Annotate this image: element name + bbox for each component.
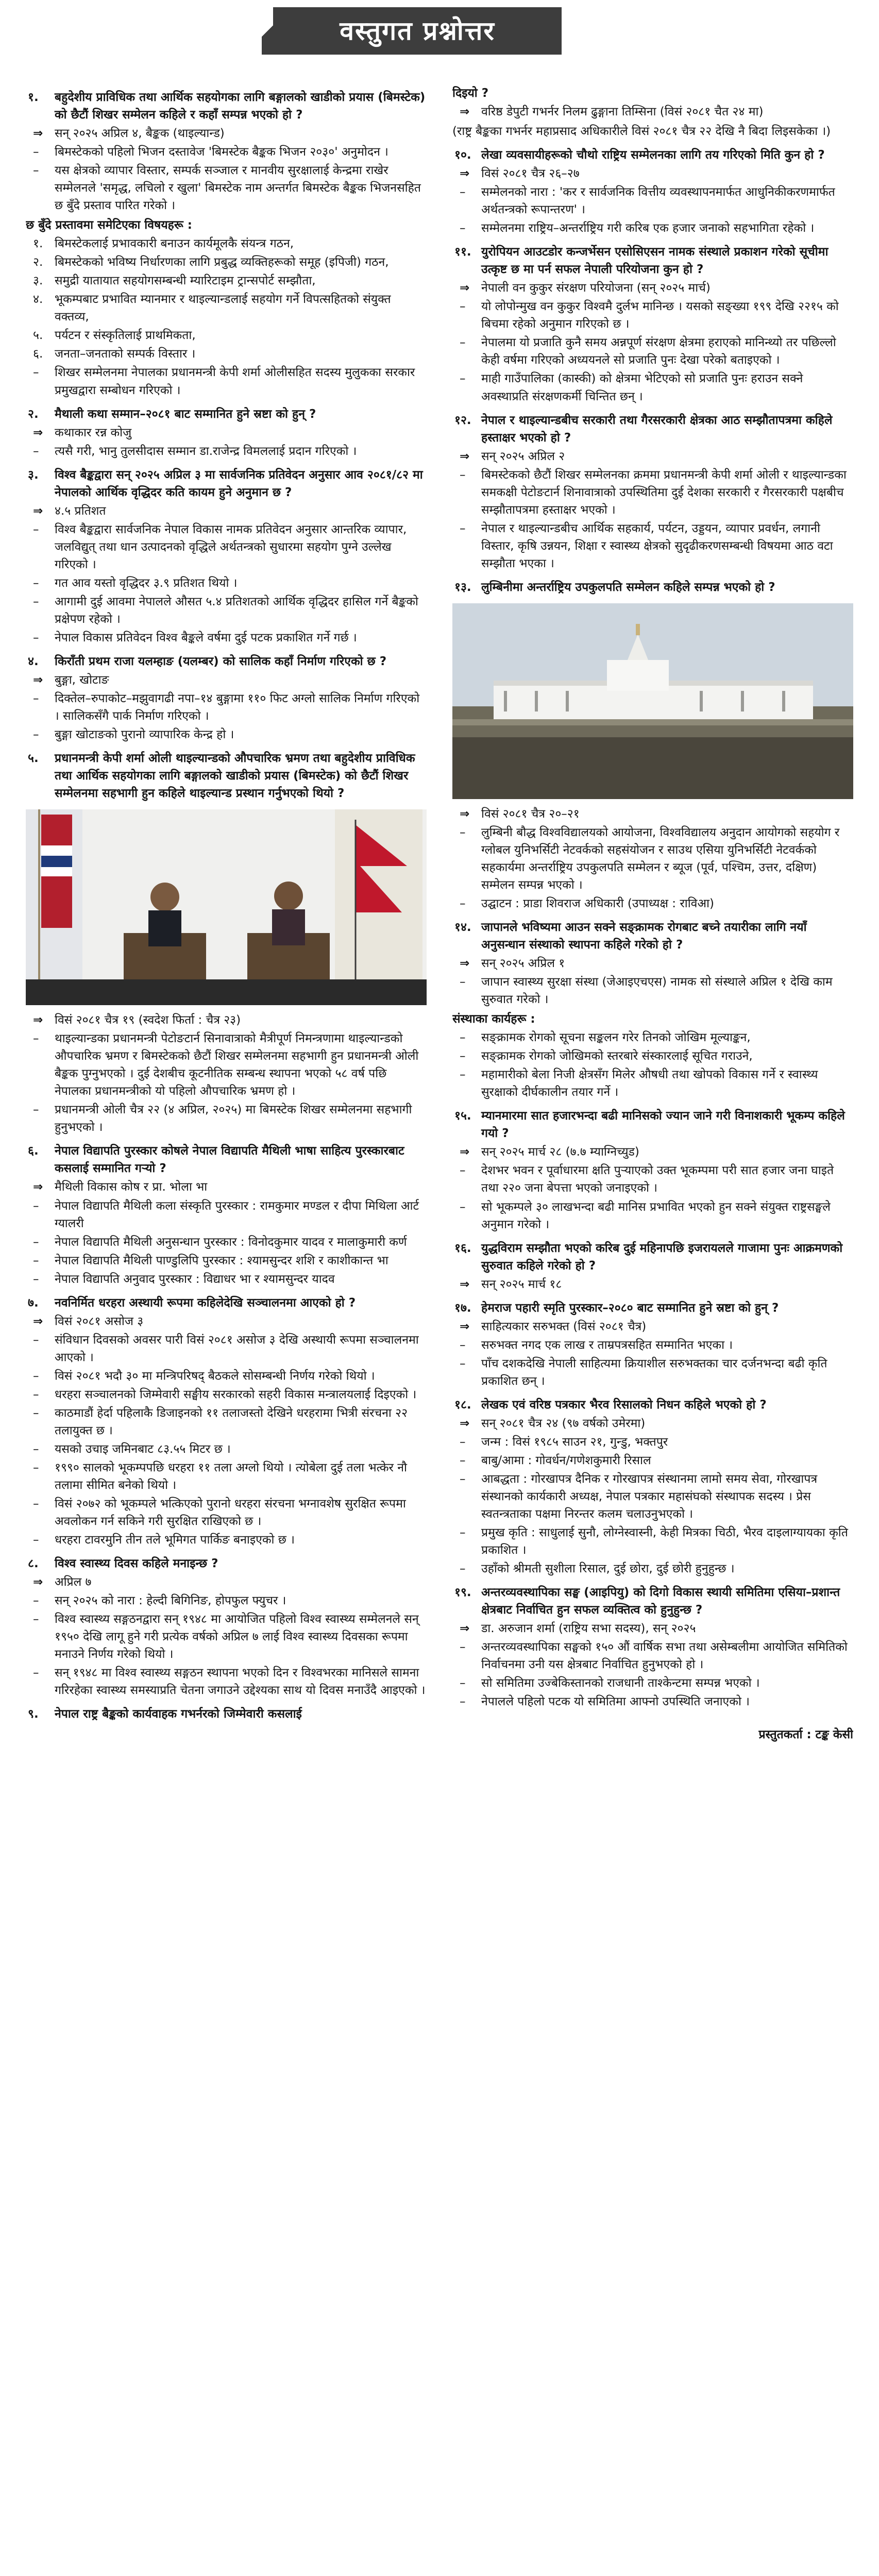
answer-marker: ⇒ [460,1319,470,1333]
question [452,243,853,278]
bullet-text: संविधान दिवसको अवसर पारी विसं २०८१ असोज ३ देखि अस्थायी रूपमा सञ्चालनमा आएको । [55,1333,419,1364]
bullet-text: सन् १९४८ मा विश्व स्वास्थ्य सङ्गठन स्थापना भएको दिन र विश्वभरका मानिसले सामना गरिरहेका स्वास्थ्य समस्याप्रति चेतना जगाउने उद्देश्यका साथ यो दिवस मनाउँदै आइएको । [55,1666,426,1698]
bullet-point [452,895,853,912]
bullet-point [26,291,427,326]
answer [26,424,427,442]
bullet-marker: – [33,444,39,458]
bullet-marker: – [460,222,466,235]
bullet-text: पर्यटन र संस्कृतिलाई प्राथमिकता, [55,329,196,343]
bullet-marker: – [33,522,39,536]
bullet-marker: – [33,1387,39,1401]
bullet-text: सो समितिमा उज्बेकिस्तानको राजधानी ताश्केन्टमा सम्पन्न भएको । [481,1676,760,1690]
author-credit: प्रस्तुतकर्ता : टङ्क केसी [758,1728,853,1742]
question-number: ३. [28,468,39,482]
answer-marker: ⇒ [33,504,43,518]
bullet-point [452,1560,853,1578]
bullet-marker: – [460,372,466,386]
question-number: १६. [454,1241,471,1255]
photo-pm-meeting [26,809,427,1005]
answer [452,165,853,182]
answer [452,448,853,465]
bullet-point [26,364,427,399]
right-column [452,82,853,2576]
question-text: नवनिर्मित धरहरा अस्थायी रूपमा कहिलेदेखि सञ्चालनमा आएको हो ? [55,1296,356,1310]
bullet-text: जनता–जनताको सम्पर्क विस्तार । [55,347,196,361]
bullet-marker: – [460,1676,466,1690]
bullet-marker: – [33,1594,39,1608]
answer-text: ४.५ प्रतिशत [55,504,106,518]
bullet-point [452,1066,853,1101]
question-text: लेखा व्यवसायीहरूको चौथो राष्ट्रिय सम्मेलनका लागि तय गरिएको मिति कुन हो ? [481,148,825,162]
bullet-marker: – [33,631,39,645]
answer-text: विसं २०८१ चैत्र २०–२१ [481,807,580,821]
answer [452,955,853,972]
answer-marker: ⇒ [460,1416,470,1430]
bullet-marker: – [460,1453,466,1467]
bullet-point [452,1198,853,1233]
bullet-point [26,1495,427,1530]
answer-text: वरिष्ठ डेपुटी गभर्नर निलम ढुङ्गाना तिम्सिना (विसं २०८१ चैत २४ मा) [481,105,764,119]
bullet-text: प्रमुख कृति : साधुलाई सुनौ, लोग्नेस्वास्नी, केही मित्रका चिठी, भैरव दाइलाग्यायका कृति प्रकाशित । [481,1526,848,1557]
bullet-text: लुम्बिनी बौद्ध विश्वविद्यालयको आयोजना, विश्वविद्यालय अनुदान आयोगको सहयोग र ग्लोबल युनिभर्सिटी नेटवर्कको सहसंयोजन र साउथ एसिया युनिभर्सिटी नेटवर्कको सहकार्यमा अन्तर्राष्ट्रिय उपकुलपति सम्मेलन र ब्यूज (पूर्व, पश्चिम, उत्तर, दक्षिण) सम्मेलन सम्पन्न भएको । [481,825,840,892]
answer [26,671,427,689]
bullet-point [26,1101,427,1136]
bullet-marker: – [460,185,466,199]
left-column [26,82,427,2576]
bullet-point [452,370,853,405]
note-text: (राष्ट्र बैङ्कका गभर्नर महाप्रसाद अधिकारीले विसं २०८१ चैत्र २२ देखि नै बिदा लिइसकेका ।) [452,125,831,139]
bullet-point [26,1386,427,1403]
bullet-point [452,1638,853,1673]
question-text: हेमराज पहारी स्मृति पुरस्कार–२०८० बाट सम्मानित हुने स्रष्टा को हुन् ? [481,1301,779,1315]
bullet-point [26,253,427,271]
bullet-text: जापान स्वास्थ्य सुरक्षा संस्था (जेआइएचएस) नामक सो संस्थाले अप्रिल १ देखि काम सुरुवात गरेको । [481,975,833,1007]
bullet-text: सङ्क्रामक रोगको सूचना सङ्कलन गरेर तिनको जोखिम मूल्याङ्कन, [481,1031,751,1045]
question [452,1584,853,1619]
answer-marker: ⇒ [460,105,470,119]
bullet-marker: – [33,595,39,608]
bullet-point [26,235,427,252]
bullet-marker: – [460,521,466,535]
bullet-point [26,1252,427,1269]
bullet-marker: – [33,1666,39,1680]
bullet-text: सरुभक्त नगद एक लाख र ताम्रपत्रसहित सम्मानित भएका । [481,1338,733,1352]
question-text: अन्तरव्यवस्थापिका सङ्घ (आइपियु) को दिगो विकास स्थायी समितिमा एसिया–प्रशान्त क्षेत्रबाट निर्वाचित हुन सफल व्यक्तित्व को हुनुहुन्छ ? [481,1586,840,1617]
question [26,405,427,423]
bullet-text: समुद्री यातायात सहयोगसम्बन्धी म्यारिटाइम ट्रान्सपोर्ट सम्झौता, [55,274,316,288]
question-number: १०. [454,148,471,162]
question-text: जापानले भविष्यमा आउन सक्ने सङ्क्रामक रोगबाट बच्ने तयारीका लागि नयाँ अनुसन्धान संस्थाको स्थापना कहिले गरेको हो ? [481,921,807,952]
answer-text: मैथिली विकास कोष र प्रा. भोला भा [55,1180,208,1194]
bullet-point [452,1029,853,1046]
question [452,1396,853,1414]
question-text: नेपाल र थाइल्यान्डबीच सरकारी तथा गैरसरकारी क्षेत्रका आठ सम्झौतापत्रमा कहिले हस्ताक्षर भएको हो ? [481,413,833,445]
question-number: ६. [28,1144,39,1158]
bullet-marker: – [460,1435,466,1449]
answer-marker: ⇒ [33,426,43,439]
subheading: दिइयो ? [452,87,489,100]
answer [452,1415,853,1432]
question [26,1555,427,1572]
bullet-point [26,1197,427,1232]
bullet-marker: – [33,1253,39,1267]
answer-marker: ⇒ [460,807,470,821]
bullet-point [26,327,427,344]
bullet-marker: – [460,1068,466,1082]
bullet-text: नेपालले पहिलो पटक यो समितिमा आफ्नो उपस्थिति जनाएको । [481,1695,750,1709]
question [26,1294,427,1312]
bullet-text: नेपाल विद्यापति मैथिली अनुसन्धान पुरस्कार : विनोदकुमार यादव र मालाकुमारी कर्ण [55,1235,407,1249]
answer-text: विसं २०८१ चैत्र २६–२७ [481,167,580,181]
answer-marker: ⇒ [460,167,470,181]
question-number: १. [28,91,39,104]
question-number: ७. [28,1296,39,1310]
bullet-text: बिमस्टेकलाई प्रभावकारी बनाउन कार्यमूलकै संयन्त्र गठन, [55,237,294,251]
bullet-point [26,1440,427,1458]
bullet-point [26,690,427,725]
question [452,1240,853,1275]
bullet-marker: – [460,1357,466,1370]
answer-marker: ⇒ [33,1180,43,1194]
bullet-point [26,574,427,592]
question-text: विश्व बैङ्कद्वारा सन् २०२५ अप्रिल ३ मा सार्वजनिक प्रतिवेदन अनुसार आव २०८१/८२ मा नेपालको आर्थिक वृद्धिदर कति कायम हुने अनुमान छ ? [55,468,423,499]
question [26,1705,427,1723]
bullet-point [26,1664,427,1699]
question-text: किराँती प्रथम राजा यलम्हाङ (यलम्बर) को सालिक कहाँ निर्माण गरिएको छ ? [55,654,387,668]
answer [452,1318,853,1335]
question-text: बहुदेशीय प्राविधिक तथा आर्थिक सहयोगका लागि बङ्गालको खाडीको प्रयास (बिमस्टेक) को छैटौं शिखर सम्मेलन कहिले र कहाँ सम्पन्न भएको हो ? [55,91,426,122]
bullet-marker: – [33,1533,39,1547]
bullet-text: सम्मेलनमा राष्ट्रिय–अन्तर्राष्ट्रिय गरी करिब एक हजार जनाको सहभागिता रहेको । [481,222,815,235]
bullet-point [452,520,853,572]
bullet-point [452,1433,853,1451]
bullet-text: सन् २०२५ को नारा : हेल्दी बिगिनिङ, होपफुल फ्युचर । [55,1594,286,1608]
answer-text: सन् २०२५ मार्च २८ (७.७ म्याग्निच्युड) [481,1145,639,1159]
bullet-text: यस क्षेत्रको व्यापार विस्तार, सम्पर्क सञ्जाल र मानवीय सुरक्षालाई केन्द्रमा राखेर सम्मेलनले 'समृद्ध, लचिलो र खुला' बिमस्टेक नाम अन्तर्गत बिमस्टेक बैङ्कक भिजनसहित छ बुँदे प्रस्ताव पारित गरेको । [55,164,421,213]
bullet-text: १९९० सालको भूकम्पपछि धरहरा ११ तला अग्लो थियो । त्योबेला दुई तला भत्केर नौ तलामा सीमित बनेको थियो । [55,1461,407,1492]
bullet-text: धरहरा सञ्चालनको जिम्मेवारी सङ्घीय सरकारको सहरी विकास मन्त्रालयलाई दिइएको । [55,1387,417,1401]
bullet-text: बुङ्गा खोटाङको पुरानो व्यापारिक केन्द्र हो । [55,728,234,742]
bullet-point [452,183,853,218]
answer-text: सन् २०२५ अप्रिल १ [481,957,565,971]
bullet-point [452,334,853,369]
question-number: १४. [454,921,471,935]
bullet-marker: – [33,164,39,178]
answer [452,1620,853,1637]
bullet-text: जन्म : विसं १९८५ साउन २१, गुन्डु, भक्तपुर [481,1435,668,1449]
bullet-marker: – [33,1442,39,1456]
bullet-point [452,1336,853,1354]
answer-marker: ⇒ [460,1622,470,1636]
bullet-marker: – [33,1406,39,1420]
question-number: १५. [454,1109,471,1123]
bullet-point [452,1524,853,1559]
bullet-marker: ४. [33,293,43,307]
bullet-marker: – [33,1199,39,1213]
subheading: छ बुँदे प्रस्तावमा समेटिएका विषयहरू : [26,218,192,232]
bullet-text: प्रधानमन्त्री ओली चैत्र २२ (४ अप्रिल, २०२५) मा बिमस्टेक शिखर सम्मेलनमा सहभागी हुनुभएको । [55,1103,412,1134]
bullet-marker: – [33,1032,39,1046]
bullet-text: गत आव यस्तो वृद्धिदर ३.९ प्रतिशत थियो । [55,576,238,590]
subheading: संस्थाका कार्यहरू : [452,1012,535,1026]
question-number: १८. [454,1398,471,1412]
question [26,466,427,501]
bullet-point [452,1452,853,1469]
question-number: १३. [454,580,471,594]
bullet-marker: – [460,1049,466,1063]
bullet-marker: – [33,366,39,380]
bullet-text: बिमस्टेकको पहिलो भिजन दस्तावेज 'बिमस्टेक बैङ्कक भिजन २०३०' अनुमोदन । [55,145,388,159]
answer [452,805,853,823]
question [452,1107,853,1142]
bullet-marker: – [33,576,39,590]
answer [452,1143,853,1161]
question-number: २. [28,407,39,421]
question [26,1142,427,1177]
bullet-marker: – [460,975,466,989]
answer-text: सन् २०८१ चैत्र २४ (९७ वर्षको उमेरमा) [481,1416,646,1430]
bullet-point [26,1270,427,1288]
bullet-point [452,973,853,1008]
bullet-text: विश्व बैङ्कद्वारा सार्वजनिक नेपाल विकास नामक प्रतिवेदन अनुसार आन्तरिक व्यापार, जलविद्युत् तथा धान उत्पादनको वृद्धिले अर्थतन्त्रको सुधारमा सहयोग पुग्ने उल्लेख गरिएको । [55,522,407,571]
answer-text: डा. अरुजान शर्मा (राष्ट्रिय सभा सदस्य), सन् २०२५ [481,1622,696,1636]
bullet-text: विश्व स्वास्थ्य सङ्गठनद्वारा सन् १९४८ मा आयोजित पहिलो विश्व स्वास्थ्य सम्मेलनले सन् १९५० देखि लागू हुने गरी प्रत्येक वर्षको अप्रिल ७ लाई विश्व स्वास्थ्य दिवसका रूपमा मनाउने निर्णय गरेको थियो । [55,1613,419,1662]
question [452,919,853,954]
bullet-text: विसं २०८१ भदौ ३० मा मन्त्रिपरिषद् बैठकले सोसम्बन्धी निर्णय गरेको थियो । [55,1369,375,1383]
bullet-point [452,466,853,519]
bullet-text: त्यसै गरी, भानु तुलसीदास सम्मान डा.राजेन्द्र विमललाई प्रदान गरिएको । [55,444,357,458]
bullet-text: नेपाल विद्यापति मैथिली कला संस्कृति पुरस्कार : रामकुमार मण्डल र दीपा मिथिला आर्ट ग्यालरी [55,1199,419,1230]
section-title: वस्तुगत प्रश्नोत्तर [340,16,495,46]
question-number: ८. [28,1557,39,1571]
answer [26,1313,427,1330]
bullet-marker: – [460,300,466,314]
bullet-marker: – [33,1272,39,1286]
answer-text: सन् २०२५ अप्रिल २ [481,449,565,463]
bullet-marker: ५. [33,329,43,343]
bullet-marker: – [460,1526,466,1540]
question-text: मैथाली कथा सम्मान–२०८१ बाट सम्मानित हुने स्रष्टा को हुन् ? [55,407,316,421]
bullet-marker: २. [33,256,43,269]
question [452,412,853,447]
bullet-point [452,1470,853,1523]
bullet-point [26,1404,427,1439]
bullet-point [452,1162,853,1197]
bullet-point [26,272,427,290]
bullet-text: सङ्क्रामक रोगको जोखिमको स्तरबारे संस्कारलाई सूचित गराउने, [481,1049,753,1063]
question-text: प्रधानमन्त्री केपी शर्मा ओली थाइल्यान्डको औपचारिक भ्रमण तथा बहुदेशीय प्राविधिक तथा आर्थिक सहयोगका लागि बङ्गालको खाडीको प्रयास (बिमस्टेक) को छैटौं शिखर सम्मेलनमा सहभागी हुन कहिले थाइल्यान्ड प्रस्थान गर्नुभएको थियो ? [55,752,415,801]
bullet-text: अन्तरव्यवस्थापिका सङ्घको १५० औं वार्षिक सभा तथा असेम्बलीमा आयोजित समितिको निर्वाचनमा उनी यस क्षेत्रबाट निर्वाचित हुनुभएको हो । [481,1640,848,1672]
bullet-text: थाइल्यान्डका प्रधानमन्त्री पेटोङटार्न सिनावात्राको मैत्रीपूर्ण निमन्त्रणामा थाइल्यान्डको औपचारिक भ्रमण र बिमस्टेकको छैटौं शिखर सम्मेलनमा सहभागी हुन प्रधानमन्त्री ओली बैङ्कक पुग्नुभएको । दुई देशबीच कूटनीतिक सम्बन्ध स्थापना भएको ५८ वर्ष पछि नेपालका प्रधानमन्त्रीको यो पहिलो औपचारिक भ्रमण हो । [55,1032,419,1098]
bullet-marker: – [460,1695,466,1709]
bullet-point [452,1047,853,1065]
question-text: युद्धविराम सम्झौता भएको करिब दुई महिनापछि इजरायलले गाजामा पुनः आक्रमणको सुरुवात कहिले गरेको हो ? [481,1241,843,1273]
bullet-text: धरहरा टावरमुनि तीन तले भूमिगत पार्किङ बनाइएको छ । [55,1533,295,1547]
bullet-point [452,1674,853,1692]
photo-lumbini [452,603,853,799]
question-text: म्यानमारमा सात हजारभन्दा बढी मानिसको ज्यान जाने गरी विनाशकारी भूकम्प कहिले गयो ? [481,1109,845,1141]
bullet-text: बिमस्टेकको भविष्य निर्धारणका लागि प्रबुद्ध व्यक्तिहरूको समूह (इपिजी) गठन, [55,256,389,269]
question-number: ४. [28,654,39,668]
question-text: नेपाल राष्ट्र बैङ्कको कार्यवाहक गभर्नरको जिम्मेवारी कसलाई [55,1707,302,1721]
bullet-text: उद्घाटन : प्राडा शिवराज अधिकारी (उपाध्यक्ष : राविआ) [481,897,714,910]
answer-text: सन् २०२५ अप्रिल ४, बैङ्कक (थाइल्यान्ड) [55,127,225,141]
bullet-text: महामारीको बेला निजी क्षेत्रसँग मिलेर औषधी तथा खोपको विकास गर्ने र स्वास्थ्य सुरक्षाको दीर्घकालीन तयार गर्ने । [481,1068,818,1099]
bullet-marker: – [460,1200,466,1214]
bullet-marker: – [460,1472,466,1486]
question [452,1299,853,1317]
answer-marker: ⇒ [460,1145,470,1159]
bullet-point [452,1693,853,1710]
bullet-point [452,824,853,894]
bullet-marker: – [460,825,466,839]
bullet-marker: – [33,1333,39,1347]
question-number: ५. [28,752,39,766]
bullet-marker: – [460,1562,466,1576]
bullet-marker: – [33,1613,39,1626]
bullet-point [26,1030,427,1100]
bullet-point [26,1233,427,1251]
bullet-marker: – [460,468,466,482]
question-number: ९. [28,1707,39,1721]
bullet-text: सम्मेलनको नारा : 'कर र सार्वजनिक वित्तीय व्यवस्थापनमार्फत आधुनिकीकरणमार्फत अर्थतन्त्रको रूपान्तरण' । [481,185,835,217]
question-text: विश्व स्वास्थ्य दिवस कहिले मनाइन्छ ? [55,1557,218,1571]
answer-text: कथाकार रन्न कोजु [55,426,132,439]
bullet-text: यो लोपोन्मुख वन कुकुर विश्वमै दुर्लभ मानिन्छ । यसको सङ्ख्या १९९ देखि २२१५ को बिचमा रहेको अनुमान गरिएको छ । [481,300,839,331]
bullet-marker: – [460,336,466,350]
bullet-marker: ३. [33,274,43,288]
answer-marker: ⇒ [33,673,43,687]
bullet-point [26,521,427,573]
bullet-marker: – [33,145,39,159]
bullet-marker: – [33,728,39,742]
question-text: लेखक एवं वरिष्ठ पत्रकार भैरव रिसालको निधन कहिले भएको हो ? [481,1398,767,1412]
bullet-marker: – [460,1640,466,1654]
bullet-marker: – [33,1103,39,1117]
bullet-text: देशभर भवन र पूर्वाधारमा क्षति पुऱ्याएको उक्त भूकम्पमा परी सात हजार जना घाइते तथा २२० जना बेपत्ता भएको जनाइएको । [481,1164,834,1195]
question [26,750,427,802]
bullet-point [452,219,853,237]
bullet-marker: – [33,1461,39,1475]
answer-text: विसं २०८१ असोज ३ [55,1314,144,1328]
bullet-point [26,1367,427,1385]
question-number: ११. [454,245,471,259]
bullet-point [26,443,427,460]
bullet-text: विसं २०७२ को भूकम्पले भत्किएको पुरानो धरहरा संरचना भग्नावशेष सुरक्षित रूपमा अवलोकन गर्न सकिने गरी सुरक्षित राखिएको छ । [55,1497,406,1529]
bullet-point [26,629,427,647]
answer [26,502,427,520]
answer-marker: ⇒ [33,1575,43,1589]
bullet-text: माही गाउँपालिका (कास्की) को क्षेत्रमा भेटिएको सो प्रजाति पुनः हराउन सक्ने अवस्थाप्रति संरक्षणकर्मी चिन्तित छन् । [481,372,803,403]
answer [452,1276,853,1293]
bullet-text: बाबु/आमा : गोवर्धन/गणेशकुमारी रिसाल [481,1453,651,1467]
answer-text: बुङ्गा, खोटाङ [55,673,109,687]
bullet-text: सो भूकम्पले ३० लाखभन्दा बढी मानिस प्रभावित भएको हुन सक्ने संयुक्त राष्ट्रसङ्घले अनुमान गरेको । [481,1200,831,1231]
bullet-point [26,593,427,628]
bullet-point [26,345,427,363]
bullet-marker: – [460,897,466,910]
answer-marker: ⇒ [33,127,43,141]
bullet-marker: – [460,1031,466,1045]
bullet-point [26,1531,427,1549]
question-text: युरोपियन आउटडोर कन्जर्भेसन एसोसिएसन नामक संस्थाले प्रकाशन गरेको सूचीमा उत्कृष्ट छ मा पर्न सफल नेपाली परियोजना कुन हो ? [481,245,829,277]
bullet-point [26,1611,427,1663]
bullet-text: नेपाल विकास प्रतिवेदन विश्व बैङ्कले वर्षमा दुई पटक प्रकाशित गर्ने गर्छ । [55,631,357,645]
bullet-marker: – [33,692,39,705]
bullet-text: शिखर सम्मेलनमा नेपालका प्रधानमन्त्री केपी शर्मा ओलीसहित सदस्य मुलुकका सरकार प्रमुखद्वारा सम्बोधन गरिएको । [55,366,415,397]
bullet-marker: – [33,1497,39,1511]
bullet-text: नेपाल विद्यापति अनुवाद पुरस्कार : विद्याधर भा र श्यामसुन्दर यादव [55,1272,335,1286]
answer-marker: ⇒ [460,1277,470,1291]
bullet-text: यसको उचाइ जमिनबाट ८३.५५ मिटर छ । [55,1442,231,1456]
answer-text: विसं २०८१ चैत्र १९ (स्वदेश फिर्ता : चैत्र २३) [55,1013,241,1027]
bullet-text: बिमस्टेकको छैटौं शिखर सम्मेलनका क्रममा प्रधानमन्त्री केपी शर्मा ओली र थाइल्यान्डका समकक्षी पेटोङटार्न शिनावात्राको उपस्थितिमा दुई देशका सरकारी र गैरसरकारी पक्षबीच सम्झौतापत्रमा हस्ताक्षर भएको । [481,468,847,517]
bullet-text: आगामी दुई आवमा नेपालले औसत ५.४ प्रतिशतको आर्थिक वृद्धिदर हासिल गर्ने बैङ्कको प्रक्षेपण रहेको । [55,595,418,626]
answer [452,279,853,297]
answer-marker: ⇒ [33,1314,43,1328]
bullet-marker: – [33,1235,39,1249]
answer-marker: ⇒ [460,281,470,295]
bullet-point [26,162,427,214]
bullet-point [26,1592,427,1609]
bullet-point [26,1331,427,1366]
answer-marker: ⇒ [460,449,470,463]
bullet-text: भूकम्पबाट प्रभावित म्यानमार र थाइल्यान्डलाई सहयोग गर्ने विपत्सहितको संयुक्त वक्तव्य, [55,293,391,324]
bullet-text: काठमाडौं हेर्दा पहिलाकै डिजाइनको ११ तलाजस्तो देखिने धरहरामा भित्री संरचना २२ तलायुक्त छ । [55,1406,408,1437]
bullet-point [26,143,427,161]
question-number: १२. [454,413,471,427]
bullet-marker: ६. [33,347,43,361]
bullet-text: दिक्तेल–रुपाकोट–मझुवागढी नपा–१४ बुङ्गामा ११० फिट अग्लो सालिक निर्माण गरिएको । सालिकसँगै पार्क निर्माण गरिएको । [55,692,420,723]
answer [452,103,853,121]
question-number: १७. [454,1301,471,1315]
question [452,579,853,596]
answer-text: साहित्यकार सरुभक्त (विसं २०८१ चैत्र) [481,1319,647,1333]
bullet-marker: – [33,1369,39,1383]
bullet-marker: – [460,1338,466,1352]
answer-marker: ⇒ [460,957,470,971]
section-header [273,7,562,55]
bullet-point [452,298,853,333]
answer-marker: ⇒ [33,1013,43,1027]
bullet-text: नेपाल र थाइल्यान्डबीच आर्थिक सहकार्य, पर्यटन, उड्डयन, व्यापार प्रवर्धन, लगानी विस्तार, कृषि उन्नयन, शिक्षा र स्वास्थ्य क्षेत्रको सुदृढीकरणसम्बन्धी विषयमा आठ वटा सम्झौता भएका । [481,521,833,570]
bullet-text: आबद्धता : गोरखापत्र दैनिक र गोरखापत्र संस्थानमा लामो समय सेवा, गोरखापत्र संस्थानको कार्यकारी अध्यक्ष, नेपाल पत्रकार महासंघको संस्थापक सदस्य । प्रेस स्वतन्त्रताका पक्षमा निरन्तर कलम चलाउनुभएको । [481,1472,818,1521]
question-text: लुम्बिनीमा अन्तर्राष्ट्रिय उपकुलपति सम्मेलन कहिले सम्पन्न भएको हो ? [481,580,775,594]
bullet-text: नेपाल विद्यापति मैथिली पाण्डुलिपि पुरस्कार : श्यामसुन्दर शशि र काशीकान्त भा [55,1253,388,1267]
bullet-text: नेपालमा यो प्रजाति कुनै समय अन्नपूर्ण संरक्षण क्षेत्रमा हराएको मानिन्थ्यो तर पछिल्लो केही वर्षमा गरिएको अध्ययनले सो प्रजाति पुनः देखा परेको बताइएको । [481,336,836,367]
answer [26,1011,427,1029]
bullet-point [26,726,427,743]
question-number: १९. [454,1586,471,1600]
answer-text: नेपाली वन कुकुर संरक्षण परियोजना (सन् २०२५ मार्च) [481,281,711,295]
question [452,146,853,164]
question [26,653,427,670]
bullet-point [452,1355,853,1390]
question [26,89,427,124]
bullet-marker: – [460,1164,466,1178]
bullet-point [26,1459,427,1494]
answer [26,125,427,142]
answer [26,1573,427,1591]
bullet-text: उहाँको श्रीमती सुशीला रिसाल, दुई छोरा, दुई छोरी हुनुहुन्छ । [481,1562,735,1576]
answer-text: सन् २०२५ मार्च १८ [481,1277,562,1291]
bullet-marker: १. [33,237,43,251]
answer-text: अप्रिल ७ [55,1575,92,1589]
question-text: नेपाल विद्यापति पुरस्कार कोषले नेपाल विद्यापति मैथिली भाषा साहित्य पुरस्कारबाट कसलाई सम्मानित गऱ्यो ? [55,1144,404,1176]
answer [26,1178,427,1196]
bullet-text: पाँच दशकदेखि नेपाली साहित्यमा क्रियाशील सरुभक्तका चार दर्जनभन्दा बढी कृति प्रकाशित छन् । [481,1357,827,1388]
